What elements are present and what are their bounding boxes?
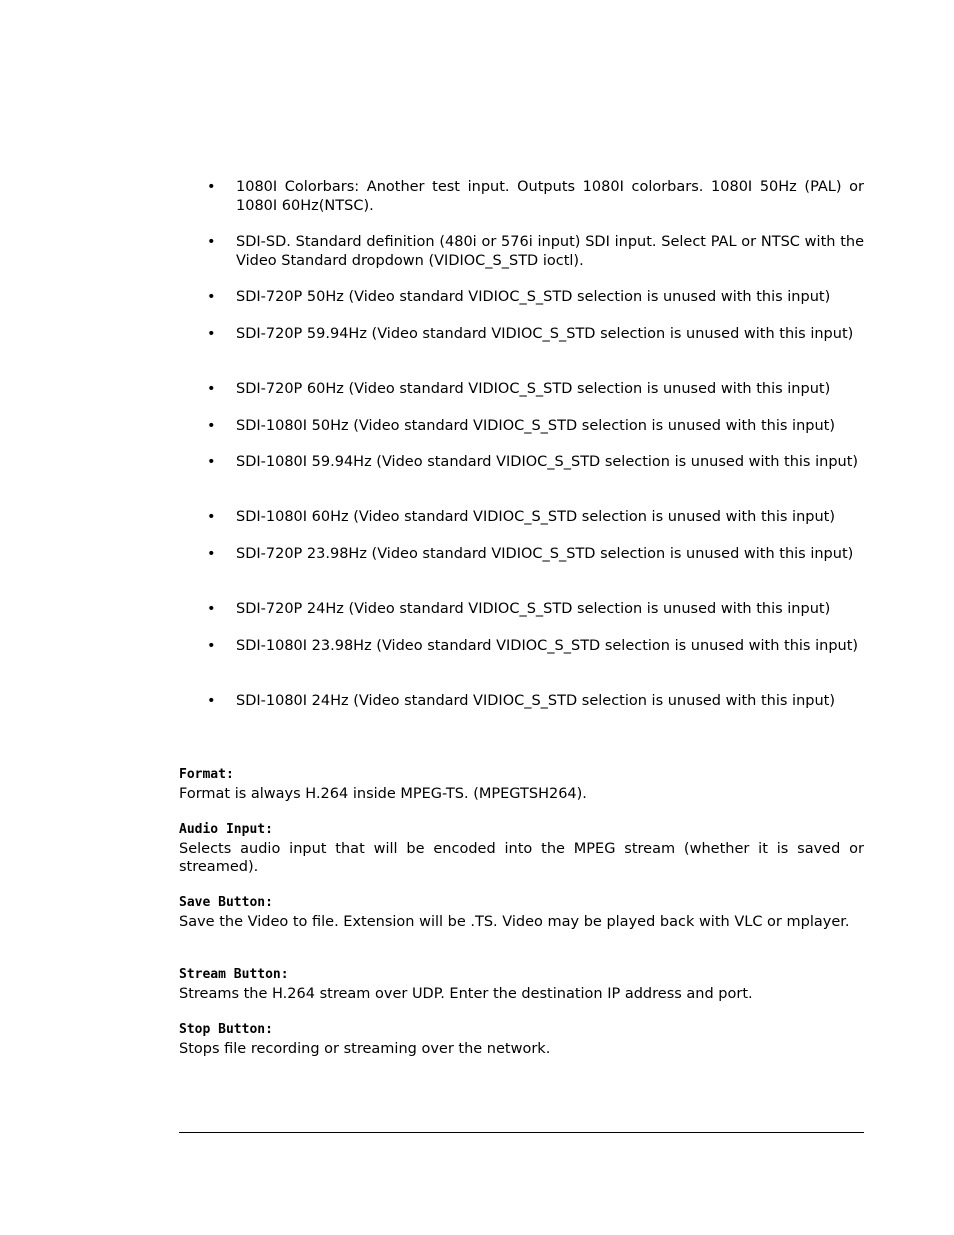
list-item-text: SDI-1080I 60Hz (Video standard VIDIOC_S_STD selection is unused with this input) (236, 509, 835, 525)
footer-divider (179, 1132, 864, 1133)
audio-input-heading: Audio Input: (179, 822, 273, 837)
bullet-icon: • (207, 179, 216, 195)
list-item-text: SDI-720P 24Hz (Video standard VIDIOC_S_STD selection is unused with this input) (236, 601, 831, 617)
bullet-icon: • (207, 546, 216, 562)
format-description: Format is always H.264 inside MPEG-TS. (MPEGTSH264). (179, 786, 587, 802)
bullet-icon: • (207, 326, 216, 342)
list-item-text: SDI-720P 23.98Hz (Video standard VIDIOC_S_STD selection is unused with this input) (236, 546, 854, 562)
list-item-text: 1080I Colorbars: Another test input. Outputs 1080I colorbars. 1080I 50Hz (PAL) or 1080I 60Hz(NTSC). (236, 179, 864, 214)
list-item-text: SDI-1080I 24Hz (Video standard VIDIOC_S_STD selection is unused with this input) (236, 693, 835, 709)
bullet-icon: • (207, 693, 216, 709)
bullet-icon: • (207, 638, 216, 654)
list-item-text: SDI-1080I 23.98Hz (Video standard VIDIOC_S_STD selection is unused with this input) (236, 638, 859, 654)
stop-button-section (179, 1021, 864, 1058)
list-item-text: SDI-1080I 50Hz (Video standard VIDIOC_S_STD selection is unused with this input) (236, 418, 835, 434)
bullet-icon: • (207, 381, 216, 397)
list-item-text: SDI-SD. Standard definition (480i or 576i input) SDI input. Select PAL or NTSC with the Video Standard dropdown (VIDIOC_S_STD ioctl). (236, 234, 864, 269)
audio-input-section (179, 821, 864, 876)
stream-button-heading: Stream Button: (179, 967, 289, 982)
list-item-text: SDI-720P 60Hz (Video standard VIDIOC_S_STD selection is unused with this input) (236, 381, 831, 397)
bullet-icon: • (207, 509, 216, 525)
save-button-section (179, 894, 864, 931)
list-item-text: SDI-720P 50Hz (Video standard VIDIOC_S_STD selection is unused with this input) (236, 289, 831, 305)
save-button-description: Save the Video to file. Extension will be .TS. Video may be played back with VLC or mplayer. (179, 914, 850, 930)
stop-button-description: Stops file recording or streaming over the network. (179, 1041, 551, 1057)
format-section (179, 766, 864, 803)
stream-button-section (179, 966, 864, 1003)
stream-button-description: Streams the H.264 stream over UDP. Enter the destination IP address and port. (179, 986, 753, 1002)
list-item-text: SDI-720P 59.94Hz (Video standard VIDIOC_S_STD selection is unused with this input) (236, 326, 854, 342)
stop-button-heading: Stop Button: (179, 1022, 273, 1037)
format-heading: Format: (179, 767, 234, 782)
bullet-icon: • (207, 234, 216, 250)
save-button-heading: Save Button: (179, 895, 273, 910)
audio-input-description: Selects audio input that will be encoded into the MPEG stream (whether it is saved or streamed). (179, 841, 864, 875)
bullet-icon: • (207, 289, 216, 305)
bullet-icon: • (207, 418, 216, 434)
bullet-icon: • (207, 601, 216, 617)
list-item-text: SDI-1080I 59.94Hz (Video standard VIDIOC_S_STD selection is unused with this input) (236, 454, 859, 470)
bullet-icon: • (207, 454, 216, 470)
